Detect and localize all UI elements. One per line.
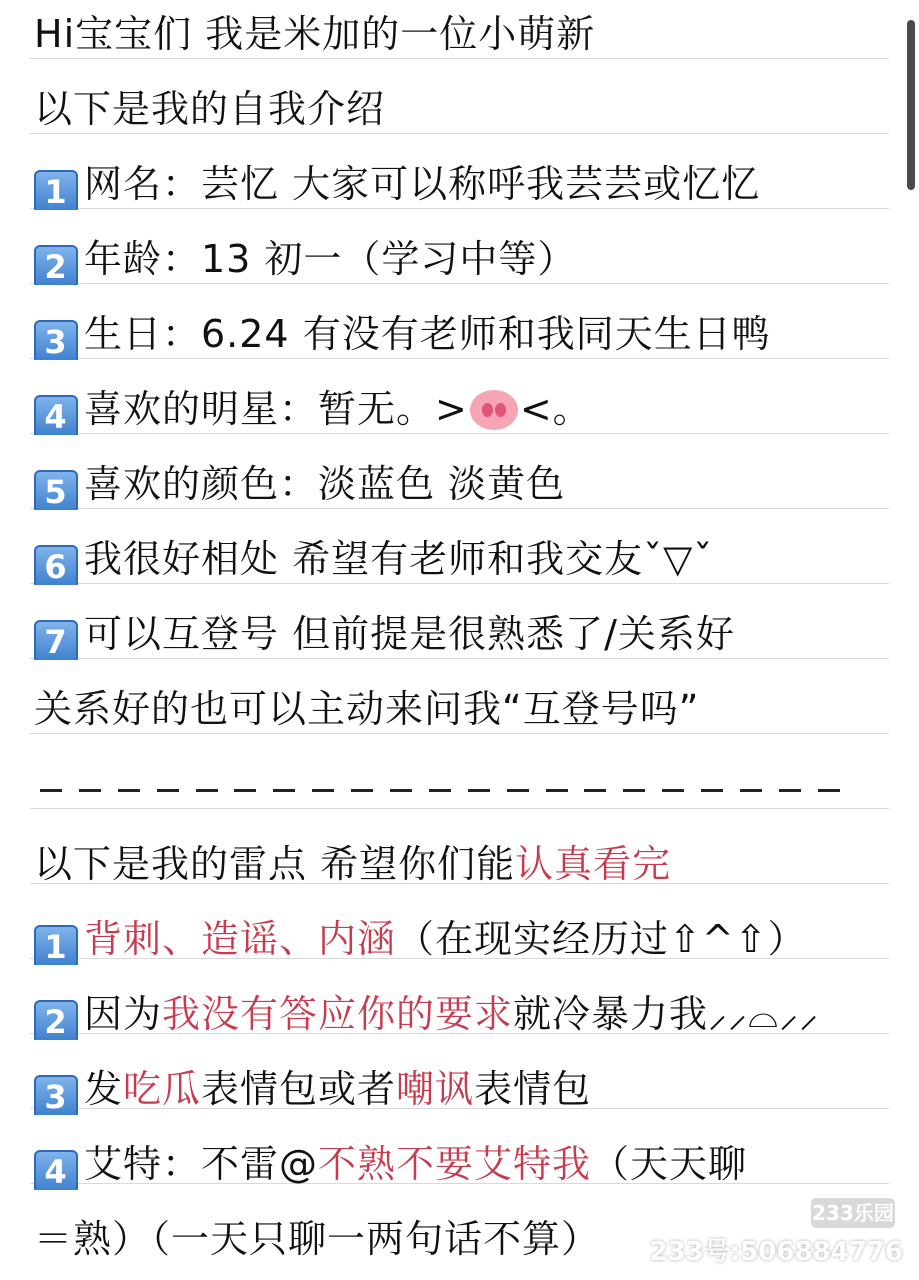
profile-item-account-sharing (34, 608, 879, 660)
dislikes-heading (34, 838, 879, 890)
profile-item-text: 年龄：13 初一（学习中等） (84, 237, 577, 281)
dislike-emphasis: 吃瓜 (123, 1067, 202, 1111)
dislike-text: 表情包或者 (201, 1067, 397, 1111)
profile-item-favorite-color (34, 458, 879, 510)
ruled-line (30, 808, 889, 809)
number-4-badge-icon: 4 (34, 1150, 78, 1190)
profile-item-continuation: 关系好的也可以主动来问我“互登号吗” (34, 687, 700, 731)
intro-greeting: Hi宝宝们 我是米加的一位小萌新 (34, 12, 596, 56)
profile-item-text: 喜欢的颜色：淡蓝色 淡黄色 (84, 462, 566, 506)
profile-item-friendly (34, 533, 879, 585)
number-7-badge-icon: 7 (34, 620, 78, 660)
dislike-emphasis: 嘲讽 (396, 1067, 475, 1111)
dislike-text-tail: （天天聊 (591, 1142, 748, 1186)
profile-item-text: 网名：芸忆 大家可以称呼我芸芸或忆忆 (84, 162, 761, 206)
dislike-emphasis: 我没有答应你的要求 (162, 992, 514, 1036)
dislike-text: 因为 (84, 992, 163, 1036)
dislike-item-2 (34, 988, 879, 1040)
profile-item-text: 喜欢的明星：暂无。> (84, 387, 468, 431)
dislike-item-1 (34, 913, 879, 965)
dislike-text: （在现实经历过⇧^⇧） (396, 917, 807, 961)
number-2-badge-icon: 2 (34, 1000, 78, 1040)
dislike-text: 艾特：不雷@ (84, 1142, 319, 1186)
watermark-id: 233号:506884776 (649, 1237, 903, 1267)
dislike-continuation: ＝熟）（一天只聊一两句话不算） (34, 1217, 601, 1261)
profile-item-nickname (34, 158, 879, 210)
watermark-logo: 233乐园 (811, 1198, 895, 1228)
number-5-badge-icon: 5 (34, 470, 78, 510)
dislike-item-3 (34, 1063, 879, 1115)
dislike-emphasis: 背刺、造谣、内涵 (84, 917, 397, 961)
dislike-text: 发 (84, 1067, 124, 1111)
profile-item-favorite-star (34, 383, 879, 435)
profile-item-text: 可以互登号 但前提是很熟悉了/关系好 (84, 612, 735, 656)
dislikes-heading-text: 以下是我的雷点 希望你们能 (34, 842, 516, 886)
pig-nose-emoji-icon (470, 390, 518, 430)
profile-item-birthday (34, 308, 879, 360)
dislike-text-tail: 表情包 (474, 1067, 592, 1111)
intro-heading: 以下是我的自我介绍 (34, 87, 386, 131)
dislike-text-tail: 就冷暴力我⸝⸝⌓⸝⸝ (513, 992, 820, 1036)
number-4-badge-icon: 4 (34, 395, 78, 435)
number-3-badge-icon: 3 (34, 1075, 78, 1115)
number-1-badge-icon: 1 (34, 925, 78, 965)
dislikes-heading-emphasis: 认真看完 (515, 842, 672, 886)
scrollbar-thumb[interactable] (907, 20, 915, 190)
profile-item-text-tail: <。 (519, 387, 592, 431)
profile-item-text: 我很好相处 希望有老师和我交友ˇ▽ˇ (84, 537, 714, 581)
number-1-badge-icon: 1 (34, 170, 78, 210)
number-6-badge-icon: 6 (34, 545, 78, 585)
profile-item-text: 生日：6.24 有没有老师和我同天生日鸭 (84, 312, 771, 356)
number-3-badge-icon: 3 (34, 320, 78, 360)
dislike-item-4 (34, 1138, 879, 1190)
number-2-badge-icon: 2 (34, 245, 78, 285)
dashed-divider (40, 778, 840, 802)
profile-item-age (34, 233, 879, 285)
dislike-emphasis: 不熟不要艾特我 (318, 1142, 592, 1186)
